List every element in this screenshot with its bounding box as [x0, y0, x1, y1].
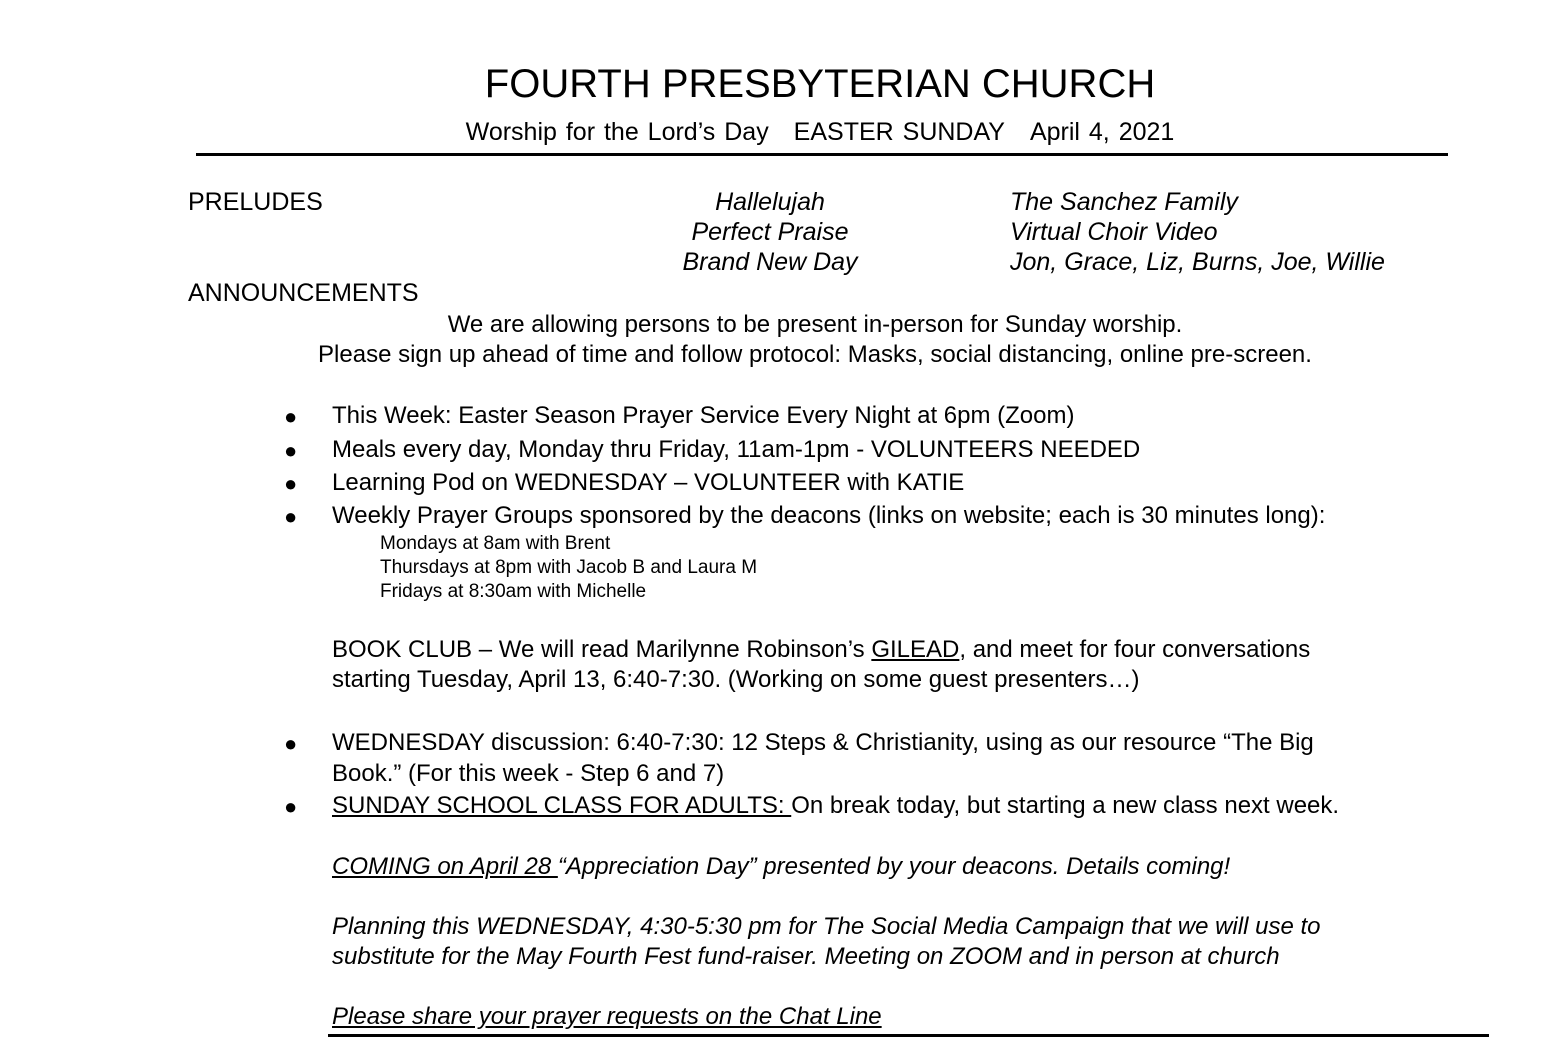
preludes-heading: PRELUDES — [188, 188, 323, 216]
book-title: GILEAD — [871, 636, 960, 663]
occasion: EASTER SUNDAY — [793, 118, 1005, 146]
book-club-details: starting Tuesday, April 13, 6:40-7:30. (Working on some guest presenters…) — [332, 666, 1140, 693]
prayer-group: Fridays at 8:30am with Michelle — [380, 581, 647, 602]
planning-line-cont: substitute for the May Fourth Fest fund-raiser. Meeting on ZOOM and in person at church — [332, 943, 1280, 970]
footer-divider — [328, 1034, 1489, 1037]
wednesday-discussion: WEDNESDAY discussion: 6:40-7:30: 12 Steps & Christianity, using as our resource “The Big — [332, 729, 1314, 756]
book-club-rest: , and meet for four conversations — [959, 636, 1311, 663]
wednesday-discussion-cont: Book.” (For this week - Step 6 and 7) — [332, 760, 725, 787]
coming-text: “Appreciation Day” presented by your deacons. Details coming! — [557, 853, 1231, 880]
service-date: April 4, 2021 — [1029, 118, 1175, 146]
prayer-requests-note: Please share your prayer requests on the Chat Line — [332, 1003, 882, 1030]
bullet-icon: ● — [284, 794, 298, 819]
coming-label: COMING on April 28 — [332, 853, 558, 880]
prelude-piece: Brand New Day — [682, 248, 858, 276]
sunday-school-line — [332, 792, 1339, 820]
sunday-school-text: On break today, but starting a new class next week. — [791, 792, 1340, 819]
prelude-performer: The Sanchez Family — [1010, 188, 1238, 216]
prelude-piece: Perfect Praise — [691, 218, 849, 246]
page-title: FOURTH PRESBYTERIAN CHURCH — [484, 62, 1156, 106]
announcements-heading: ANNOUNCEMENTS — [188, 279, 419, 307]
announcement-intro: We are allowing persons to be present in-person for Sunday worship. — [447, 311, 1183, 338]
book-club-line — [332, 636, 1310, 664]
bullet-icon: ● — [284, 404, 298, 429]
bullet-icon: ● — [284, 504, 298, 529]
service-subtitle — [0, 118, 1560, 147]
announcement-item: This Week: Easter Season Prayer Service Every Night at 6pm (Zoom) — [332, 402, 1075, 429]
bullet-icon: ● — [284, 471, 298, 496]
coming-line — [332, 853, 1230, 881]
sunday-school-label: SUNDAY SCHOOL CLASS FOR ADULTS: — [332, 792, 792, 819]
planning-line: Planning this WEDNESDAY, 4:30-5:30 pm for The Social Media Campaign that we will use to — [332, 913, 1321, 940]
announcement-intro: Please sign up ahead of time and follow protocol: Masks, social distancing, online pre-screen. — [318, 341, 1312, 368]
bullet-icon: ● — [284, 731, 298, 756]
announcement-item: Meals every day, Monday thru Friday, 11am-1pm - VOLUNTEERS NEEDED — [332, 436, 1141, 463]
announcement-item: Learning Pod on WEDNESDAY – VOLUNTEER with KATIE — [332, 469, 965, 496]
prelude-performer: Jon, Grace, Liz, Burns, Joe, Willie — [1010, 248, 1385, 276]
prelude-piece: Hallelujah — [715, 188, 825, 216]
announcement-item: Weekly Prayer Groups sponsored by the deacons (links on website; each is 30 minutes long): — [332, 502, 1326, 529]
prayer-group: Mondays at 8am with Brent — [380, 533, 611, 554]
service-name: Worship for the Lord’s Day — [465, 118, 769, 146]
book-club-lead: BOOK CLUB – We will read Marilynne Robinson’s — [332, 636, 872, 663]
prayer-group: Thursdays at 8pm with Jacob B and Laura M — [380, 557, 758, 578]
prelude-performer: Virtual Choir Video — [1010, 218, 1218, 246]
bullet-icon: ● — [284, 438, 298, 463]
header-divider — [196, 153, 1448, 156]
